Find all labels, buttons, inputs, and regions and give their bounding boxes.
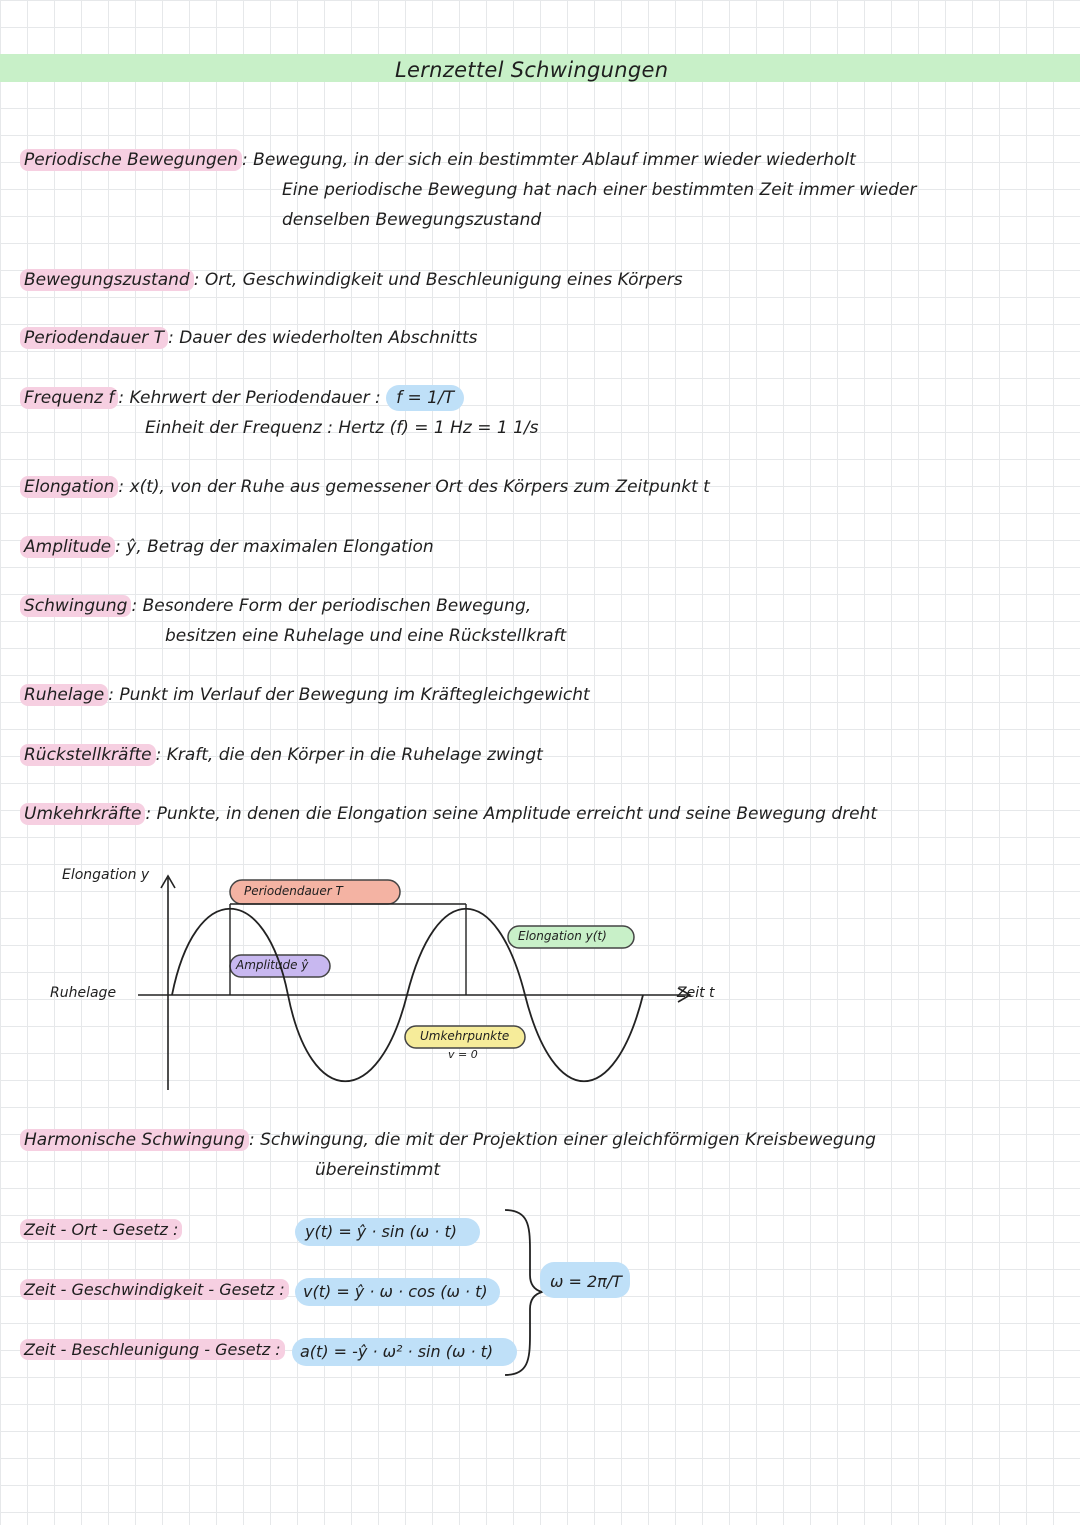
- umkehrpunkte-tag: Umkehrpunkte: [420, 1029, 510, 1043]
- umkehrpunkte-sub: v = 0: [448, 1048, 478, 1061]
- law-geschwindigkeit-label: Zeit - Geschwindigkeit - Gesetz :: [20, 1279, 289, 1300]
- amplitude-tag: Amplitude ŷ: [236, 958, 309, 972]
- def-umkehrkraefte-text: Punkte, in denen die Elongation seine Amplitude erreicht und seine Bewegung dreht: [156, 804, 878, 824]
- def-periodisch-line1: Bewegung, in der sich ein bestimmter Ablauf immer wieder wiederholt: [253, 150, 856, 170]
- term-periodisch: Periodische Bewegungen: [20, 149, 242, 171]
- def-frequenz-text: Kehrwert der Periodendauer: [129, 388, 370, 408]
- term-elongation: Elongation: [20, 476, 118, 498]
- def-schwingung-line1: Besondere Form der periodischen Bewegung,: [142, 596, 532, 616]
- def-amplitude-text: ŷ, Betrag der maximalen Elongation: [126, 537, 434, 557]
- def-periodisch-line2: Eine periodische Bewegung hat nach einer bestimmten Zeit immer wieder: [282, 180, 917, 200]
- elongation-tag: Elongation y(t): [518, 929, 607, 943]
- def-amplitude: Amplitude : ŷ, Betrag der maximalen Elongation: [20, 537, 434, 557]
- term-umkehrkraefte: Umkehrkräfte: [20, 803, 145, 825]
- brace-curve: [505, 1210, 542, 1375]
- term-bewegungszustand: Bewegungszustand: [20, 269, 194, 291]
- def-bewegungszustand: Bewegungszustand : Ort, Geschwindigkeit und Beschleunigung eines Körpers: [20, 270, 683, 290]
- term-rueckstellkraefte: Rückstellkräfte: [20, 744, 156, 766]
- def-periodisch-line3: denselben Bewegungszustand: [282, 210, 542, 230]
- def-elongation-text: x(t), von der Ruhe aus gemessener Ort des Körpers zum Zeitpunkt t: [129, 477, 710, 497]
- law-beschleunigung: [20, 1340, 285, 1359]
- term-periodendauer: Periodendauer T: [20, 327, 168, 349]
- term-frequenz: Frequenz f: [20, 387, 118, 409]
- omega-formula: ω = 2π/T: [550, 1272, 622, 1291]
- def-schwingung-line2: besitzen eine Ruhelage und eine Rückstellkraft: [165, 626, 567, 646]
- page-title: Lernzettel Schwingungen: [395, 58, 669, 82]
- law-ort-formula: y(t) = ŷ · sin (ω · t): [305, 1222, 457, 1241]
- term-ruhelage: Ruhelage: [20, 684, 108, 706]
- def-schwingung: Schwingung : Besondere Form der periodischen Bewegung,: [20, 596, 531, 616]
- def-rueckstellkraefte: Rückstellkräfte : Kraft, die den Körper in die Ruhelage zwingt: [20, 745, 543, 765]
- oscillation-diagram: [0, 860, 1080, 1100]
- def-periodendauer: Periodendauer T : Dauer des wiederholten Abschnitts: [20, 328, 477, 348]
- frequenz-formula: f = 1/T: [386, 385, 464, 411]
- term-amplitude: Amplitude: [20, 536, 115, 558]
- periodendauer-tag: Periodendauer T: [244, 884, 343, 898]
- def-periodisch: Periodische Bewegungen : Bewegung, in der sich ein bestimmter Ablauf immer wieder wiederholt: [20, 150, 856, 170]
- def-bewegungszustand-text: Ort, Geschwindigkeit und Beschleunigung eines Körpers: [204, 270, 683, 290]
- law-ort: [20, 1220, 182, 1239]
- term-harmonisch: Harmonische Schwingung: [20, 1129, 249, 1151]
- def-frequenz: Frequenz f : Kehrwert der Periodendauer : f = 1/T: [20, 388, 464, 408]
- def-harmonisch-line2: übereinstimmt: [315, 1160, 441, 1180]
- ruhelage-label: Ruhelage: [50, 985, 117, 1001]
- x-axis-label: Zeit t: [677, 985, 715, 1001]
- def-ruhelage-text: Punkt im Verlauf der Bewegung im Kräftegleichgewicht: [119, 685, 590, 705]
- def-harmonisch: Harmonische Schwingung : Schwingung, die mit der Projektion einer gleichförmigen Kreisbewegung: [20, 1130, 876, 1150]
- law-ort-label: Zeit - Ort - Gesetz :: [20, 1219, 182, 1240]
- def-periodendauer-text: Dauer des wiederholten Abschnitts: [179, 328, 478, 348]
- law-geschwindigkeit: [20, 1280, 289, 1299]
- term-schwingung: Schwingung: [20, 595, 131, 617]
- def-frequenz-line2: Einheit der Frequenz : Hertz (f) = 1 Hz = 1 1/s: [145, 418, 539, 438]
- law-beschleunigung-formula: a(t) = -ŷ · ω² · sin (ω · t): [300, 1342, 494, 1361]
- y-axis-label: Elongation y: [62, 867, 150, 883]
- law-geschwindigkeit-formula: v(t) = ŷ · ω · cos (ω · t): [303, 1282, 488, 1301]
- def-elongation: Elongation : x(t), von der Ruhe aus gemessener Ort des Körpers zum Zeitpunkt t: [20, 477, 710, 497]
- def-ruhelage: Ruhelage : Punkt im Verlauf der Bewegung im Kräftegleichgewicht: [20, 685, 590, 705]
- def-rueckstellkraefte-text: Kraft, die den Körper in die Ruhelage zwingt: [166, 745, 543, 765]
- def-harmonisch-line1: Schwingung, die mit der Projektion einer gleichförmigen Kreisbewegung: [260, 1130, 876, 1150]
- law-beschleunigung-label: Zeit - Beschleunigung - Gesetz :: [20, 1339, 285, 1360]
- def-umkehrkraefte: Umkehrkräfte : Punkte, in denen die Elongation seine Amplitude erreicht und seine Bewegung dreht: [20, 804, 877, 824]
